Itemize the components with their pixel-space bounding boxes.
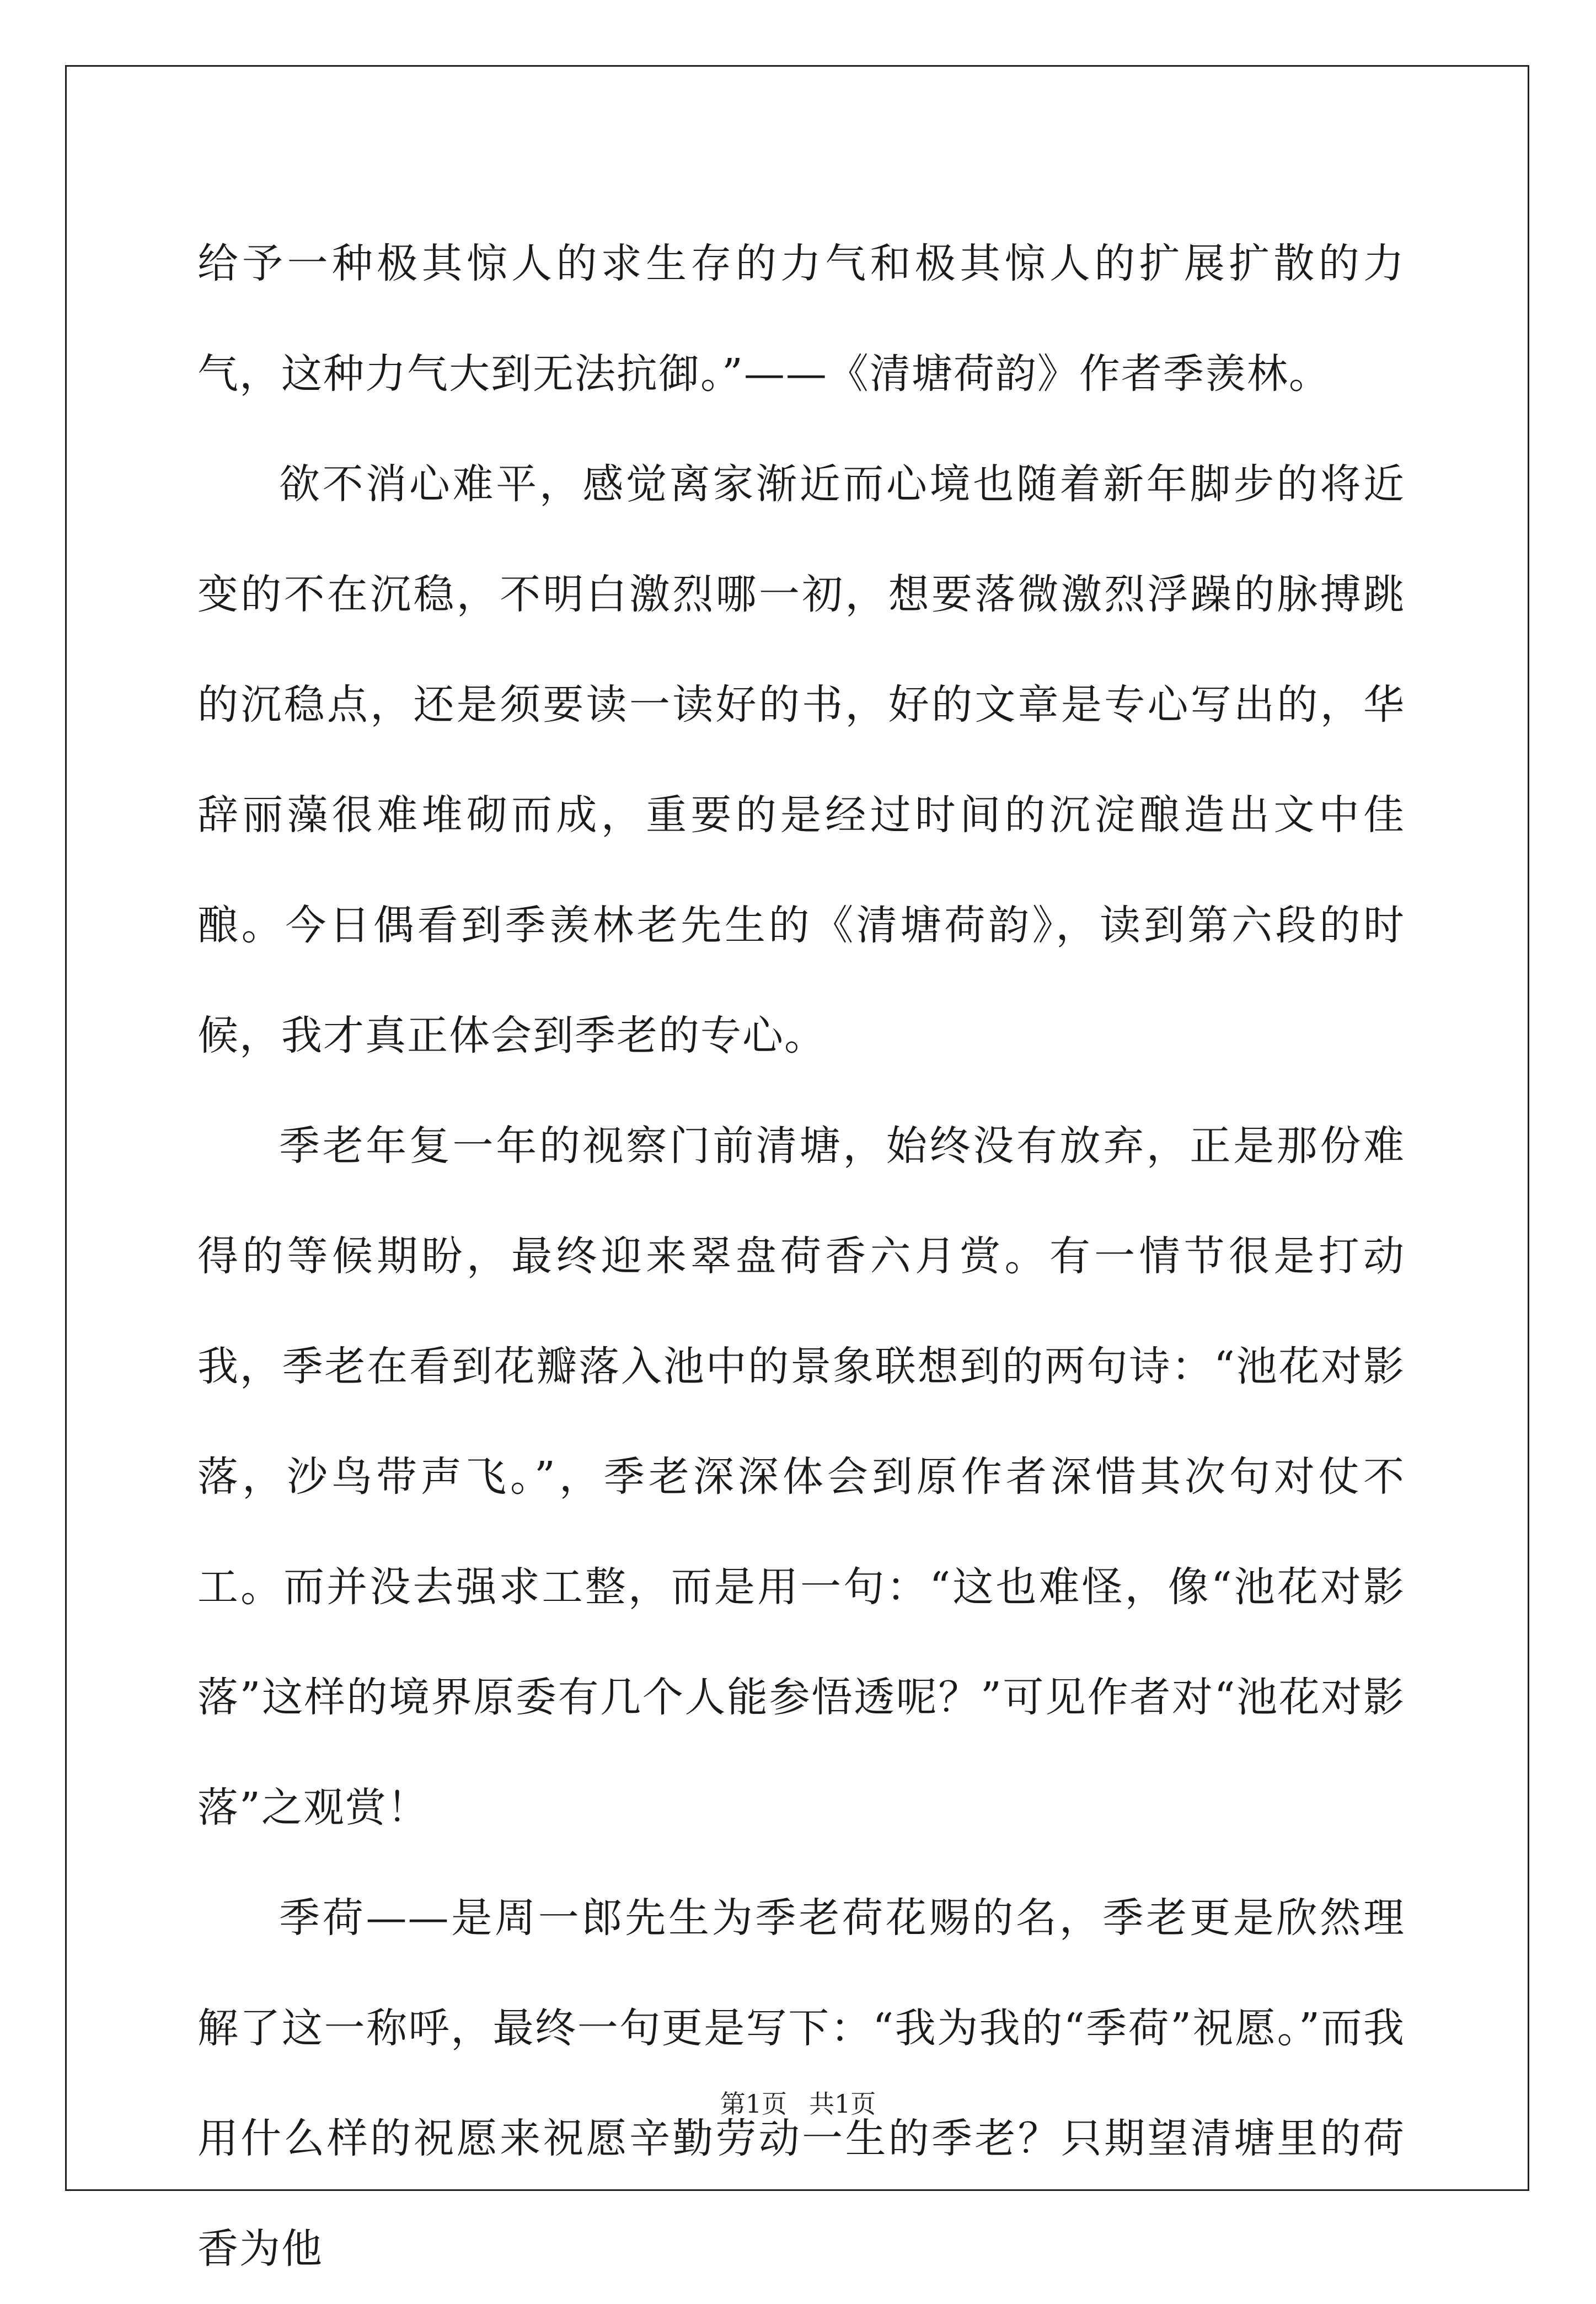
page-number: 第1页 (720, 2089, 787, 2119)
page-total: 共1页 (809, 2089, 876, 2119)
page-footer (0, 2087, 1596, 2120)
paragraph-1: 给予一种极其惊人的求生存的力气和极其惊人的扩展扩散的力气，这种力气大到无法抗御。”——《清塘荷韵》作者季羡林。 (197, 240, 1405, 398)
paragraph-3: 季老年复一年的视察门前清塘，始终没有放弃，正是那份难得的等候期盼，最终迎来翠盘荷香六月赏。有一情节很是打动我，季老在看到花瓣落入池中的景象联想到的两句诗：“池花对影落，沙鸟带声飞。”，季老深深体会到原作者深惜其次句对仗不工。而并没去强求工整，而是用一句：“这也难怪，像“池花对影落”这样的境界原委有几个人能参悟透呢？”可见作者对“池花对影落”之观赏！ (197, 1122, 1405, 1831)
paragraph-2: 欲不消心难平，感觉离家渐近而心境也随着新年脚步的将近变的不在沉稳，不明白激烈哪一初，想要落微激烈浮躁的脉搏跳的沉稳点，还是须要读一读好的书，好的文章是专心写出的，华辞丽藻很难堆砌而成，重要的是经过时间的沉淀酿造出文中佳酿。今日偶看到季羡林老先生的《清塘荷韵》，读到第六段的时候，我才真正体会到季老的专心。 (197, 460, 1405, 1059)
paragraph-4: 季荷——是周一郎先生为季老荷花赐的名，季老更是欣然理解了这一称呼，最终一句更是写下：“我为我的“季荷”祝愿。”而我用什么样的祝愿来祝愿辛勤劳动一生的季老？只期望清塘里的荷香为他 (197, 1894, 1405, 2273)
document-body (197, 208, 1405, 2304)
